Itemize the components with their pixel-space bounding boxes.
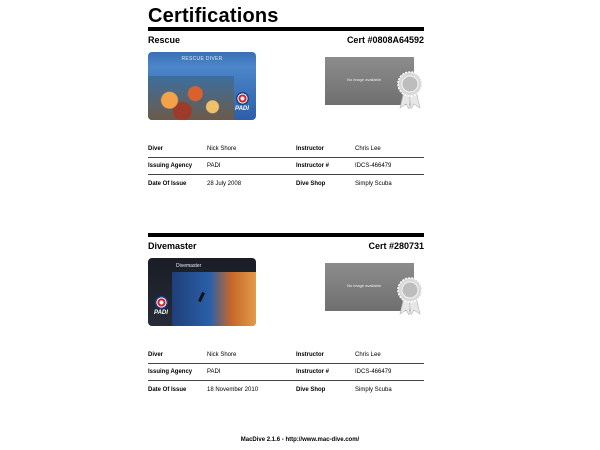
- certification-images: [148, 49, 424, 187]
- card-label: Divemaster: [176, 263, 202, 269]
- detail-value: Simply Scuba: [355, 386, 392, 393]
- detail-row: [148, 364, 424, 381]
- certification-number: Cert #0808A64592: [346, 35, 424, 45]
- detail-label: Instructor: [296, 352, 325, 358]
- detail-value: 18 November 2010: [207, 386, 259, 393]
- detail-label: Diver: [148, 352, 164, 358]
- dive-photo: [172, 272, 256, 326]
- detail-label: Diver: [148, 146, 164, 152]
- certification-details: [148, 141, 424, 192]
- no-image-text: No image available: [346, 77, 382, 82]
- certification-card-image: [148, 52, 256, 120]
- certification-card-image: [148, 258, 256, 326]
- detail-label: Issuing Agency: [148, 369, 193, 375]
- certification-section: [148, 27, 424, 187]
- detail-value: Chris Lee: [355, 146, 381, 152]
- detail-value: PADI: [207, 369, 221, 375]
- padi-logo-text: PADI: [235, 106, 249, 112]
- detail-label: Instructor: [296, 146, 325, 152]
- detail-row: [148, 141, 424, 158]
- detail-value: Simply Scuba: [355, 180, 392, 187]
- page-title: Certifications: [148, 5, 279, 27]
- detail-value: Nick Shore: [207, 146, 237, 152]
- certification-section: [148, 233, 424, 393]
- certification-header: [148, 31, 424, 49]
- detail-row: [148, 347, 424, 364]
- detail-value: IDCS-466479: [355, 163, 392, 169]
- padi-logo-text: PADI: [154, 310, 168, 316]
- certification-header: [148, 237, 424, 255]
- reef-photo: [148, 76, 234, 120]
- detail-value: IDCS-466479: [355, 369, 392, 375]
- detail-label: Instructor #: [296, 369, 330, 375]
- detail-label: Instructor #: [296, 163, 330, 169]
- padi-logo-icon: [152, 296, 170, 320]
- award-ribbon-icon: [397, 277, 423, 315]
- card-label: RESCUE DIVER: [181, 56, 223, 62]
- detail-value: Chris Lee: [355, 352, 381, 358]
- app-footer: MacDive 2.1.6 - http://www.mac-dive.com/: [240, 437, 360, 443]
- detail-row: [148, 175, 424, 192]
- certification-name: Divemaster: [148, 241, 197, 251]
- detail-value: PADI: [207, 163, 221, 169]
- certification-images: [148, 255, 424, 393]
- detail-row: [148, 381, 424, 398]
- certification-details: [148, 347, 424, 398]
- detail-label: Date Of Issue: [148, 180, 187, 187]
- award-ribbon-icon: [397, 71, 423, 109]
- certification-number: Cert #280731: [368, 241, 424, 251]
- padi-logo-icon: [233, 92, 251, 116]
- detail-label: Issuing Agency: [148, 163, 193, 169]
- detail-value: Nick Shore: [207, 352, 237, 358]
- padi-globe-icon: [155, 296, 168, 309]
- certification-name: Rescue: [148, 35, 181, 45]
- detail-row: [148, 158, 424, 175]
- detail-label: Date Of Issue: [148, 386, 187, 393]
- no-image-text: No image available: [346, 283, 382, 288]
- detail-label: Dive Shop: [296, 386, 326, 393]
- detail-value: 28 July 2008: [207, 180, 242, 187]
- padi-globe-icon: [236, 92, 249, 105]
- detail-label: Dive Shop: [296, 180, 326, 187]
